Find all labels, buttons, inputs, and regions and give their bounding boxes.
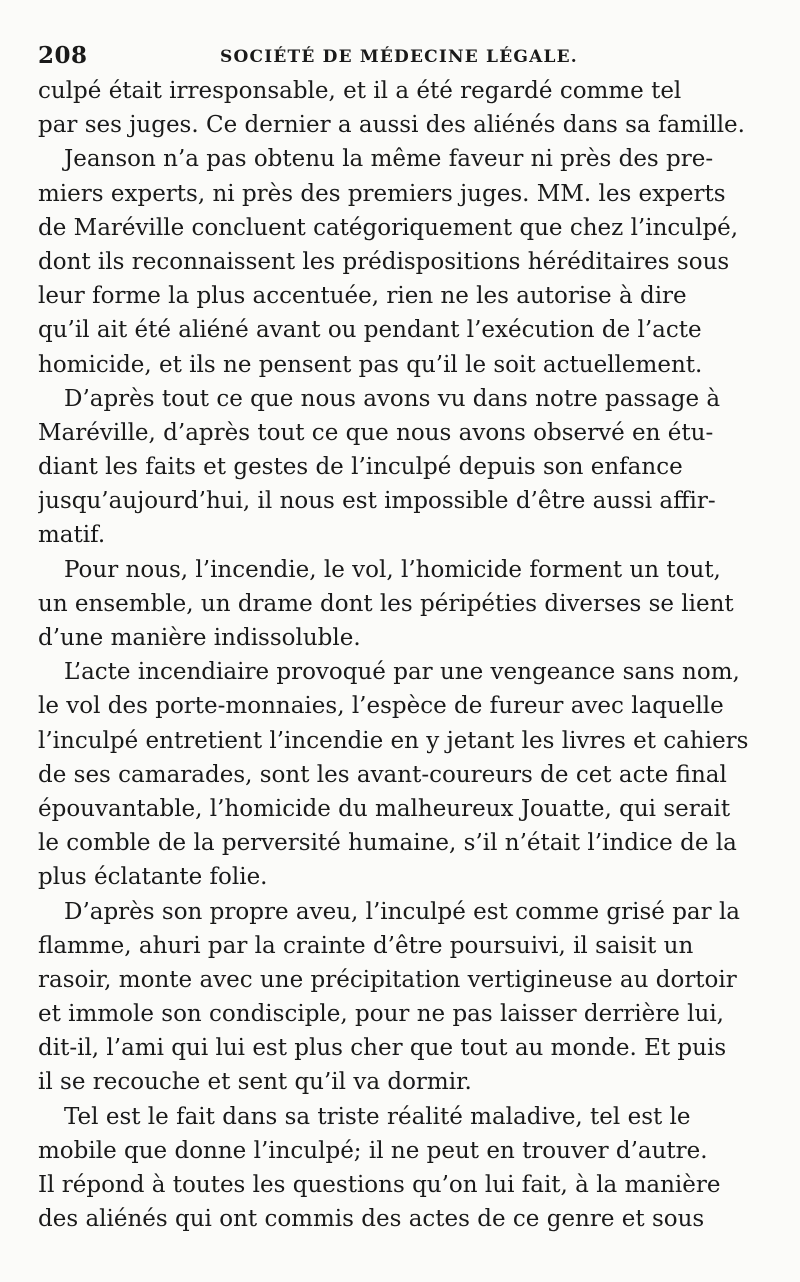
text-line: mobile que donne l’inculpé; il ne peut en trouver d’autre. xyxy=(38,1137,708,1164)
text-line: d’une manière indissoluble. xyxy=(38,625,361,651)
page-number: 208 xyxy=(38,42,88,69)
text-line: plus éclatante folie. xyxy=(38,864,268,891)
paragraph-start-line: D’après tout ce que nous avons vu dans notre passage à xyxy=(64,385,721,412)
paragraph-start-line: Jeanson n’a pas obtenu la même faveur ni près des pre- xyxy=(64,146,714,173)
text-line: un ensemble, un drame dont les péripéties diverses se lient xyxy=(38,590,734,617)
text-line: de ses camarades, sont les avant-coureurs de cet acte final xyxy=(38,761,727,788)
page-header xyxy=(34,38,764,78)
text-line: il se recouche et sent qu’il va dormir. xyxy=(38,1069,472,1096)
text-line: rasoir, monte avec une précipitation vertigineuse au dortoir xyxy=(38,966,737,993)
text-line: dont ils reconnaissent les prédispositions héréditaires sous xyxy=(38,248,730,275)
text-line: et immole son condisciple, pour ne pas laisser derrière lui, xyxy=(38,1001,724,1028)
text-line: diant les faits et gestes de l’inculpé depuis son enfance xyxy=(38,454,683,481)
text-line: jusqu’aujourd’hui, il nous est impossible d’être aussi affir- xyxy=(38,488,716,515)
text-line: flamme, ahuri par la crainte d’être poursuivi, il saisit un xyxy=(38,932,694,959)
text-line: culpé était irresponsable, et il a été regardé comme tel xyxy=(38,78,682,104)
text-line: de Maréville concluent catégoriquement que chez l’inculpé, xyxy=(38,214,739,241)
text-line: dit-il, l’ami qui lui est plus cher que tout au monde. Et puis xyxy=(38,1035,727,1062)
text-line: qu’il ait été aliéné avant ou pendant l’exécution de l’acte xyxy=(38,317,702,344)
paragraph-start-line: Tel est le fait dans sa triste réalité maladive, tel est le xyxy=(64,1103,691,1130)
text-line: homicide, et ils ne pensent pas qu’il le soit actuellement. xyxy=(38,351,703,378)
text-line: le comble de la perversité humaine, s’il n’était l’indice de la xyxy=(38,830,737,857)
text-line: Maréville, d’après tout ce que nous avons observé en étu- xyxy=(38,419,714,446)
paragraph-start-line: L’acte incendiaire provoqué par une vengeance sans nom, xyxy=(64,659,740,686)
text-line: leur forme la plus accentuée, rien ne les autorise à dire xyxy=(38,283,687,310)
text-line: le vol des porte-monnaies, l’espèce de fureur avec laquelle xyxy=(38,693,724,720)
text-line: matif. xyxy=(38,522,106,549)
text-line: épouvantable, l’homicide du malheureux Jouatte, qui serait xyxy=(38,795,731,822)
text-line: miers experts, ni près des premiers juges. MM. les experts xyxy=(38,180,726,207)
running-title: SOCIÉTÉ DE MÉDECINE LÉGALE. xyxy=(220,47,578,67)
paragraph-start-line: Pour nous, l’incendie, le vol, l’homicide forment un tout, xyxy=(64,556,721,583)
paragraph-start-line: D’après son propre aveu, l’inculpé est comme grisé par la xyxy=(64,898,741,925)
text-line: par ses juges. Ce dernier a aussi des aliénés dans sa famille. xyxy=(38,112,745,139)
text-line: Il répond à toutes les questions qu’on lui fait, à la manière xyxy=(38,1172,721,1198)
text-line: des aliénés qui ont commis des actes de ce genre et sous xyxy=(38,1206,705,1233)
text-line: l’inculpé entretient l’incendie en y jetant les livres et cahiers xyxy=(38,727,749,754)
body-text xyxy=(38,74,764,1254)
